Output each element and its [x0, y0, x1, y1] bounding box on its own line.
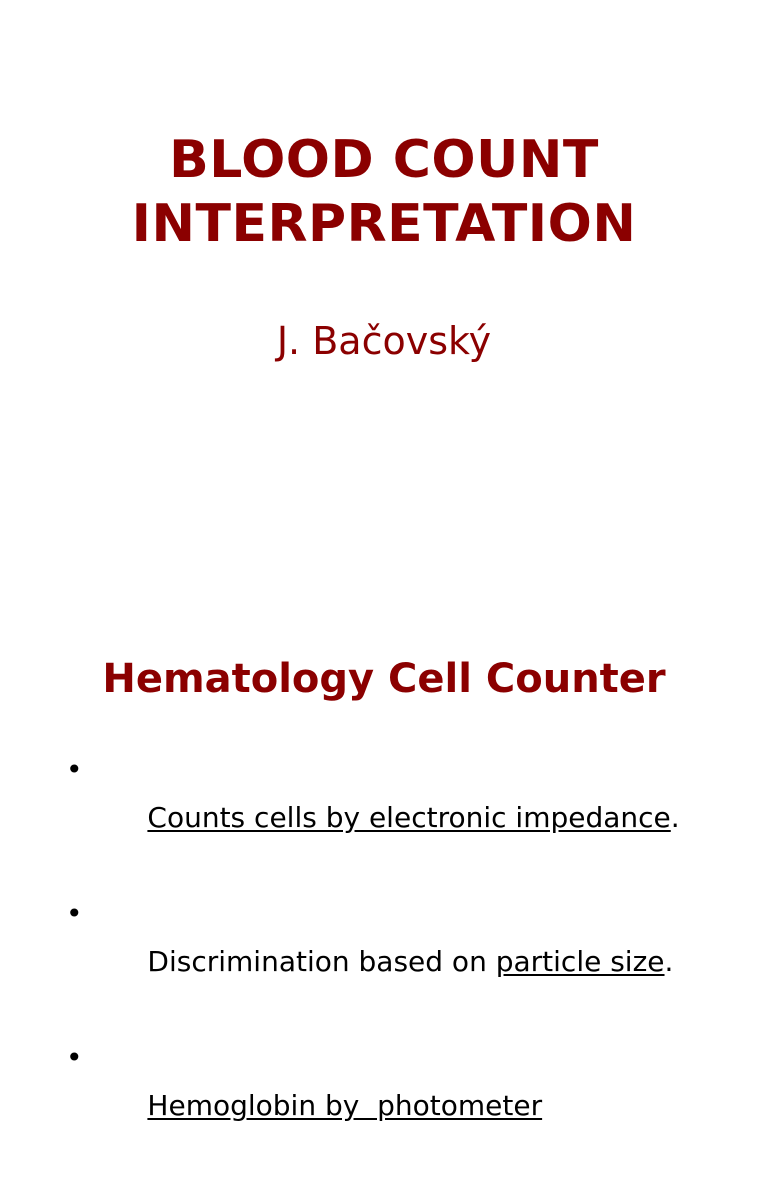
- content-slide: [0, 512, 768, 1122]
- plain-text: .: [664, 945, 674, 978]
- underlined-text: Counts cells by electronic impedance: [147, 801, 671, 834]
- bullet-list: [64, 746, 680, 1178]
- plain-text: .: [670, 801, 680, 834]
- author-name: J. Bačovský: [276, 319, 492, 363]
- list-item: [64, 890, 680, 1034]
- bullet-icon: •: [66, 897, 83, 930]
- slide-title-line-1: BLOOD COUNT: [169, 130, 599, 190]
- title-slide: [0, 0, 768, 512]
- bullet-icon: •: [66, 753, 83, 786]
- bullet-icon: •: [66, 1041, 83, 1074]
- underlined-text: Hemoglobin by photometer: [147, 1089, 543, 1122]
- slide-heading: Hematology Cell Counter: [102, 656, 666, 702]
- plain-text: Discrimination based on: [147, 945, 496, 978]
- list-item: [64, 1034, 680, 1178]
- list-item: [64, 746, 680, 890]
- underlined-text: particle size: [495, 945, 665, 978]
- slide-title: [0, 128, 768, 256]
- slide-title-line-2: INTERPRETATION: [131, 194, 637, 254]
